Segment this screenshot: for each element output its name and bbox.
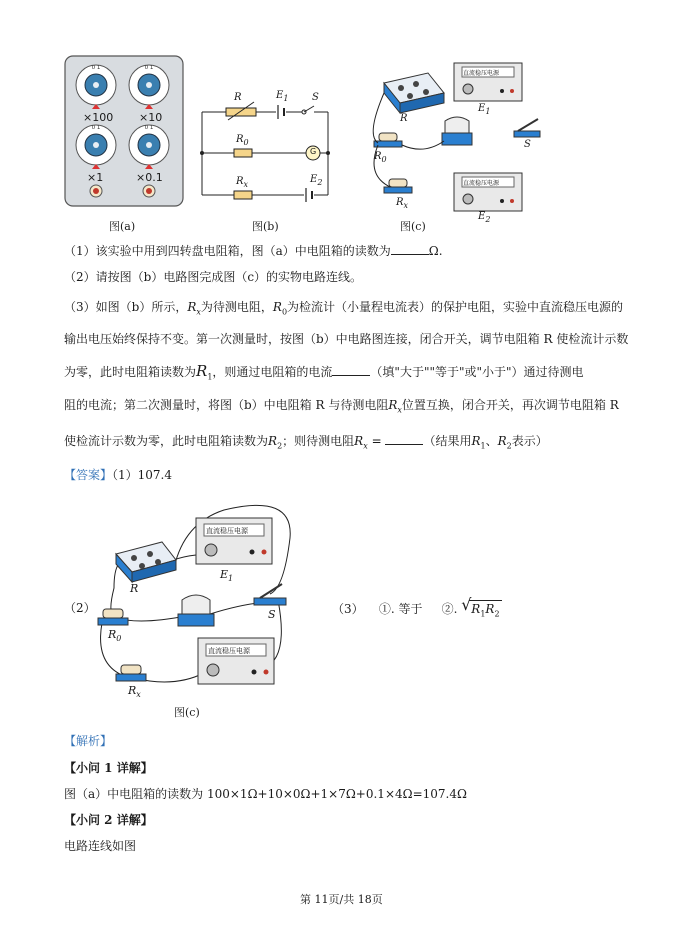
analysis-tag: 【解析】	[64, 734, 113, 748]
analysis-paragraph-2: 电路连线如图	[64, 839, 137, 853]
c-label-E1: $E_1$	[478, 103, 491, 116]
terminal-left	[90, 185, 102, 197]
supply-label-bottom: 直流稳压电源	[463, 180, 500, 187]
answer-3: （3） ①. 等于 ②. √ $R_1R_2$	[332, 600, 502, 622]
figure-c-answer	[94, 498, 304, 708]
resistance-box-R	[384, 73, 444, 113]
answer-2-label: （2）	[64, 601, 96, 615]
question-3-line2: 输出电压始终保持不变。第一次测量时，按图（b）中电路图连接，闭合开关，调节电阻箱 R 使检流计示数	[64, 332, 629, 346]
caption-figure-a: 图(a)	[109, 220, 136, 233]
answer-galvanometer	[178, 595, 214, 626]
answer-resistor-Rx	[116, 665, 146, 681]
answer-label-S: S	[268, 608, 276, 621]
physical-parts-drawing	[366, 55, 556, 220]
answer-blank-1[interactable]	[391, 244, 429, 255]
label-S: S	[312, 92, 319, 103]
analysis-heading-2: 【小问 2 详解】	[64, 813, 153, 827]
answer-blank-3[interactable]	[385, 434, 423, 445]
answer-1: （1）107.4	[112, 468, 173, 482]
resistance-box-drawing	[64, 55, 184, 207]
answer-supply-label-bottom: 直流稳压电源	[208, 647, 250, 655]
answer-label-R: R	[130, 582, 139, 595]
caption-figure-c-top: 图(c)	[400, 220, 426, 233]
svg-text:0 1: 0 1	[91, 65, 101, 71]
analysis-heading-1: 【小问 1 详解】	[64, 761, 153, 775]
dial-label-x1: ×1	[87, 171, 104, 184]
answer-blank-2[interactable]	[332, 365, 370, 376]
answer-power-supply-E1	[196, 518, 272, 564]
label-R0: $R_0$	[236, 134, 249, 147]
question-3-line1: （3）如图（b）所示，$R_x$为待测电阻，$R_0$为检流计（小量程电流表）的保护电阻，实验中直流稳压电源的	[64, 300, 624, 317]
answer-supply-label-top: 直流稳压电源	[206, 527, 248, 535]
sqrt-expression: √ $R_1R_2$	[461, 600, 501, 622]
label-E2: $E_2$	[310, 174, 323, 187]
figure-c-components	[366, 55, 556, 224]
answer-tag: 【答案】	[64, 468, 113, 482]
resistor-R0	[374, 133, 402, 147]
figure-a-resistance-box	[64, 55, 184, 207]
question-2: （2）请按图（b）电路图完成图（c）的实物电路连线。	[64, 270, 363, 284]
svg-text:0 1: 0 1	[91, 125, 101, 131]
terminal-right	[143, 185, 155, 197]
label-R: R	[234, 92, 242, 103]
answer-section	[64, 467, 172, 483]
dial-label-x100: ×100	[83, 111, 114, 124]
answer-label-E1: $E_1$	[220, 568, 234, 584]
question-3-line4: 阻的电流；第二次测量时，将图（b）中电阻箱 R 与待测电阻$R_x$位置互换，闭合开关，再次调节电阻箱 R	[64, 398, 619, 415]
question-3-line5: 使检流计示数为零，此时电阻箱读数为$R_2$；则待测电阻$R_x$ = （结果用$R_1$、$R_2$表示）	[64, 434, 548, 451]
figure-b-circuit	[196, 90, 346, 215]
dial-label-x10: ×10	[139, 111, 163, 124]
svg-text:0 1: 0 1	[144, 125, 154, 131]
answer-switch	[254, 584, 286, 605]
answer-label-Rx: $R_x$	[128, 684, 141, 700]
c-label-S: S	[524, 139, 531, 150]
dial-label-x0.1: ×0.1	[136, 171, 163, 184]
question-1: （1）该实验中用到四转盘电阻箱，图（a）中电阻箱的读数为 Ω.	[64, 244, 443, 258]
switch-S	[514, 119, 540, 137]
label-E1: $E_1$	[276, 90, 289, 103]
answer-power-supply-E2	[198, 638, 274, 684]
analysis-paragraph-1: 图（a）中电阻箱的读数为 100×1Ω+10×0Ω+1×7Ω+0.1×4Ω=107.4Ω	[64, 787, 467, 801]
circuit-diagram	[196, 90, 346, 215]
galvanometer	[442, 117, 472, 145]
caption-figure-b: 图(b)	[252, 220, 279, 233]
supply-label-top: 直流稳压电源	[463, 70, 500, 77]
page-number: 第 11页/共 18页	[300, 893, 383, 906]
svg-text:0 1: 0 1	[144, 65, 154, 71]
caption-figure-c-answer: 图(c)	[174, 706, 200, 719]
c-label-R: R	[400, 113, 408, 124]
c-label-R0: $R_0$	[374, 151, 387, 164]
c-label-E2: $E_2$	[478, 211, 491, 224]
answer-resistor-R0	[98, 609, 128, 625]
answer-resistance-box	[116, 542, 176, 582]
label-G: G	[310, 147, 317, 156]
label-Rx: $R_x$	[236, 176, 249, 189]
c-label-Rx: $R_x$	[396, 197, 409, 210]
question-3-line3: 为零，此时电阻箱读数为$R_1$，则通过电阻箱的电流 （填"大于""等于"或"小于"）通过待测电	[64, 362, 584, 382]
answer-label-R0: $R_0$	[108, 628, 122, 644]
answer-circuit-drawing	[94, 498, 304, 708]
